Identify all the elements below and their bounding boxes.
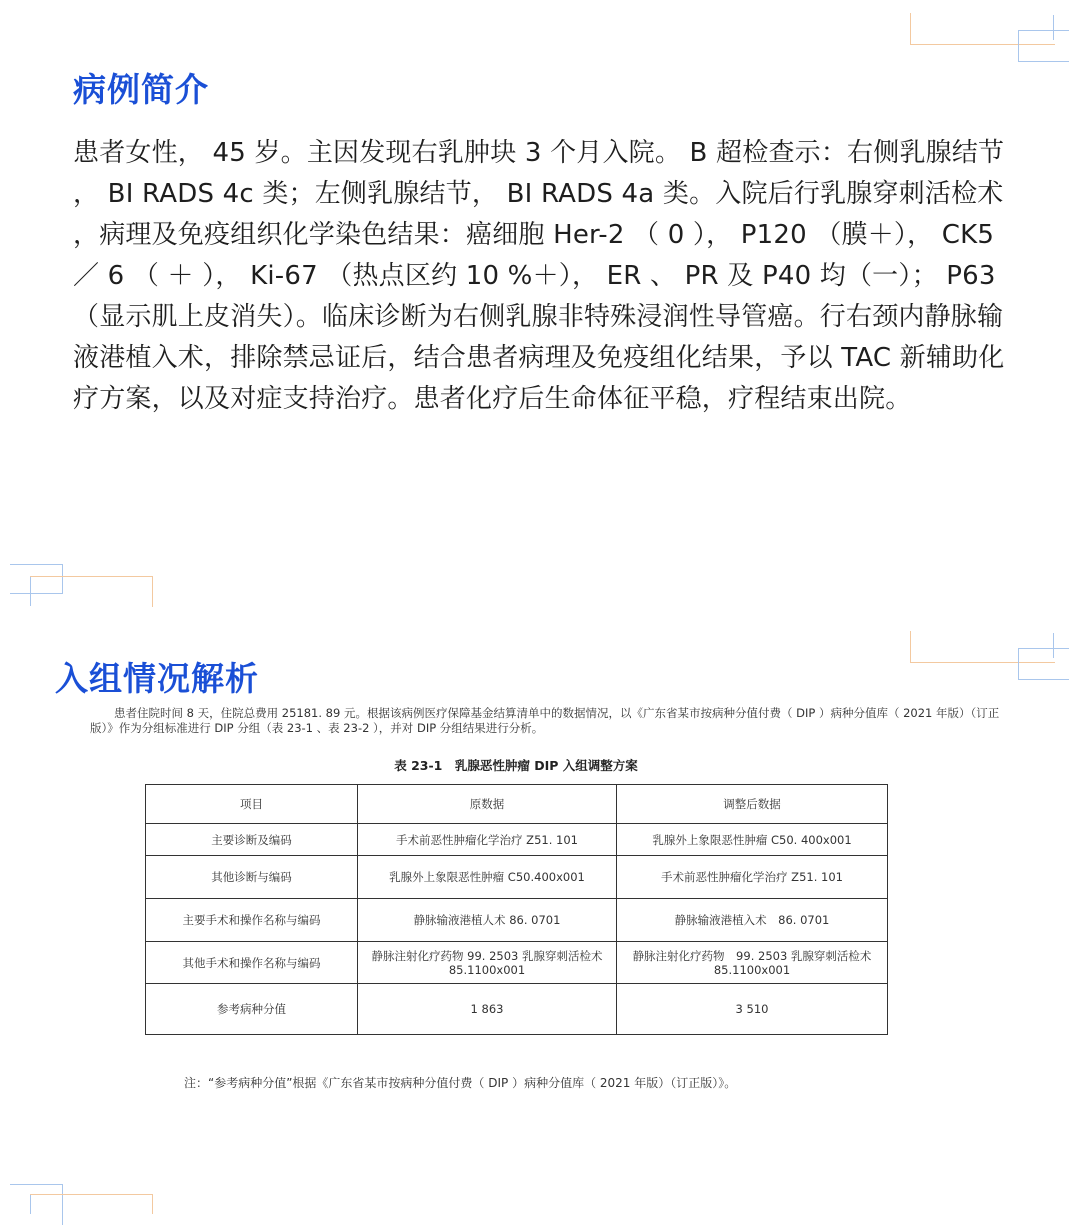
table-cell: 主要诊断及编码 bbox=[146, 824, 358, 856]
table-header-row bbox=[146, 785, 888, 824]
table-row bbox=[146, 824, 888, 856]
table-cell: 静脉注射化疗药物 99. 2503 乳腺穿刺活检术 85.1100x001 bbox=[617, 942, 888, 984]
table-cell: 手术前恶性肿瘤化学治疗 Z51. 101 bbox=[617, 856, 888, 899]
table-cell: 1 863 bbox=[358, 984, 617, 1035]
case-intro-text: 患者女性， 45 岁。主因发现右乳肿块 3 个月入院。 B 超检查示：右侧乳腺结节 ， BI RADS 4c 类；左侧乳腺结节， BI RADS 4a 类。入院后行乳腺穿刺活检术 ，病理及免疫组织化学染色结果：癌细胞 Her-2 （ 0 ）， P120 （膜＋）， CK5 ／ 6 （ ＋ ）， Ki-67 （热点区约 10 %＋）， ER 、 PR 及 P40 均（一）； P63 （显示肌上皮消失）。临床诊断为右侧乳腺非特殊浸润性导管癌。行右颈内静脉输液港植入术，排除禁忌证后，结合患者病理及免疫组化结果，予以 TAC 新辅助化疗方案，以及对症支持治疗。患者化疗后生命体征平稳，疗程结束出院。 bbox=[73, 138, 1005, 414]
table-cell: 静脉注射化疗药物 99. 2503 乳腺穿刺活检术 85.1100x001 bbox=[358, 942, 617, 984]
corner-decoration-left-2 bbox=[10, 1180, 160, 1208]
table-header-cell: 原数据 bbox=[358, 785, 617, 824]
corner-decoration-left-1 bbox=[10, 560, 160, 610]
dip-adjustment-table bbox=[145, 784, 888, 1035]
section-title-case-intro: 病例简介 bbox=[73, 70, 209, 109]
table-cell: 其他手术和操作名称与编码 bbox=[146, 942, 358, 984]
analysis-paragraph: 患者住院时间 8 天，住院总费用 25181. 89 元。根据该病例医疗保障基金结算清单中的数据情况，以《广东省某市按病种分值付费（ DIP ）病种分值库（ 2021 年版）（订正版）》作为分组标准进行 DIP 分组（表 23-1 、表 23-2 ），并对 DIP 分组结果进行分析。 bbox=[90, 706, 1000, 735]
table-note: 注：“参考病种分值”根据《广东省某市按病种分值付费（ DIP ）病种分值库（ 2021 年版）（订正版）》。 bbox=[184, 1076, 737, 1090]
table-cell: 乳腺外上象限恶性肿瘤 C50.400x001 bbox=[358, 856, 617, 899]
table-cell: 3 510 bbox=[617, 984, 888, 1035]
table-cell: 主要手术和操作名称与编码 bbox=[146, 899, 358, 942]
table-header-cell: 项目 bbox=[146, 785, 358, 824]
table-cell: 乳腺外上象限恶性肿瘤 C50. 400x001 bbox=[617, 824, 888, 856]
table-caption: 表 23-1 乳腺恶性肿瘤 DIP 入组调整方案 bbox=[394, 758, 638, 773]
table-header-cell: 调整后数据 bbox=[617, 785, 888, 824]
table-row bbox=[146, 856, 888, 899]
table-row bbox=[146, 942, 888, 984]
table-cell: 手术前恶性肿瘤化学治疗 Z51. 101 bbox=[358, 824, 617, 856]
table-row bbox=[146, 984, 888, 1035]
table-row bbox=[146, 899, 888, 942]
table-cell: 静脉输液港植入术 86. 0701 bbox=[617, 899, 888, 942]
table-cell: 其他诊断与编码 bbox=[146, 856, 358, 899]
corner-decoration-top-right bbox=[905, 10, 1075, 65]
table-cell: 参考病种分值 bbox=[146, 984, 358, 1035]
corner-decoration-top-right-2 bbox=[905, 628, 1075, 683]
section-title-group-analysis: 入组情况解析 bbox=[55, 659, 259, 698]
table-cell: 静脉输液港植人术 86. 0701 bbox=[358, 899, 617, 942]
